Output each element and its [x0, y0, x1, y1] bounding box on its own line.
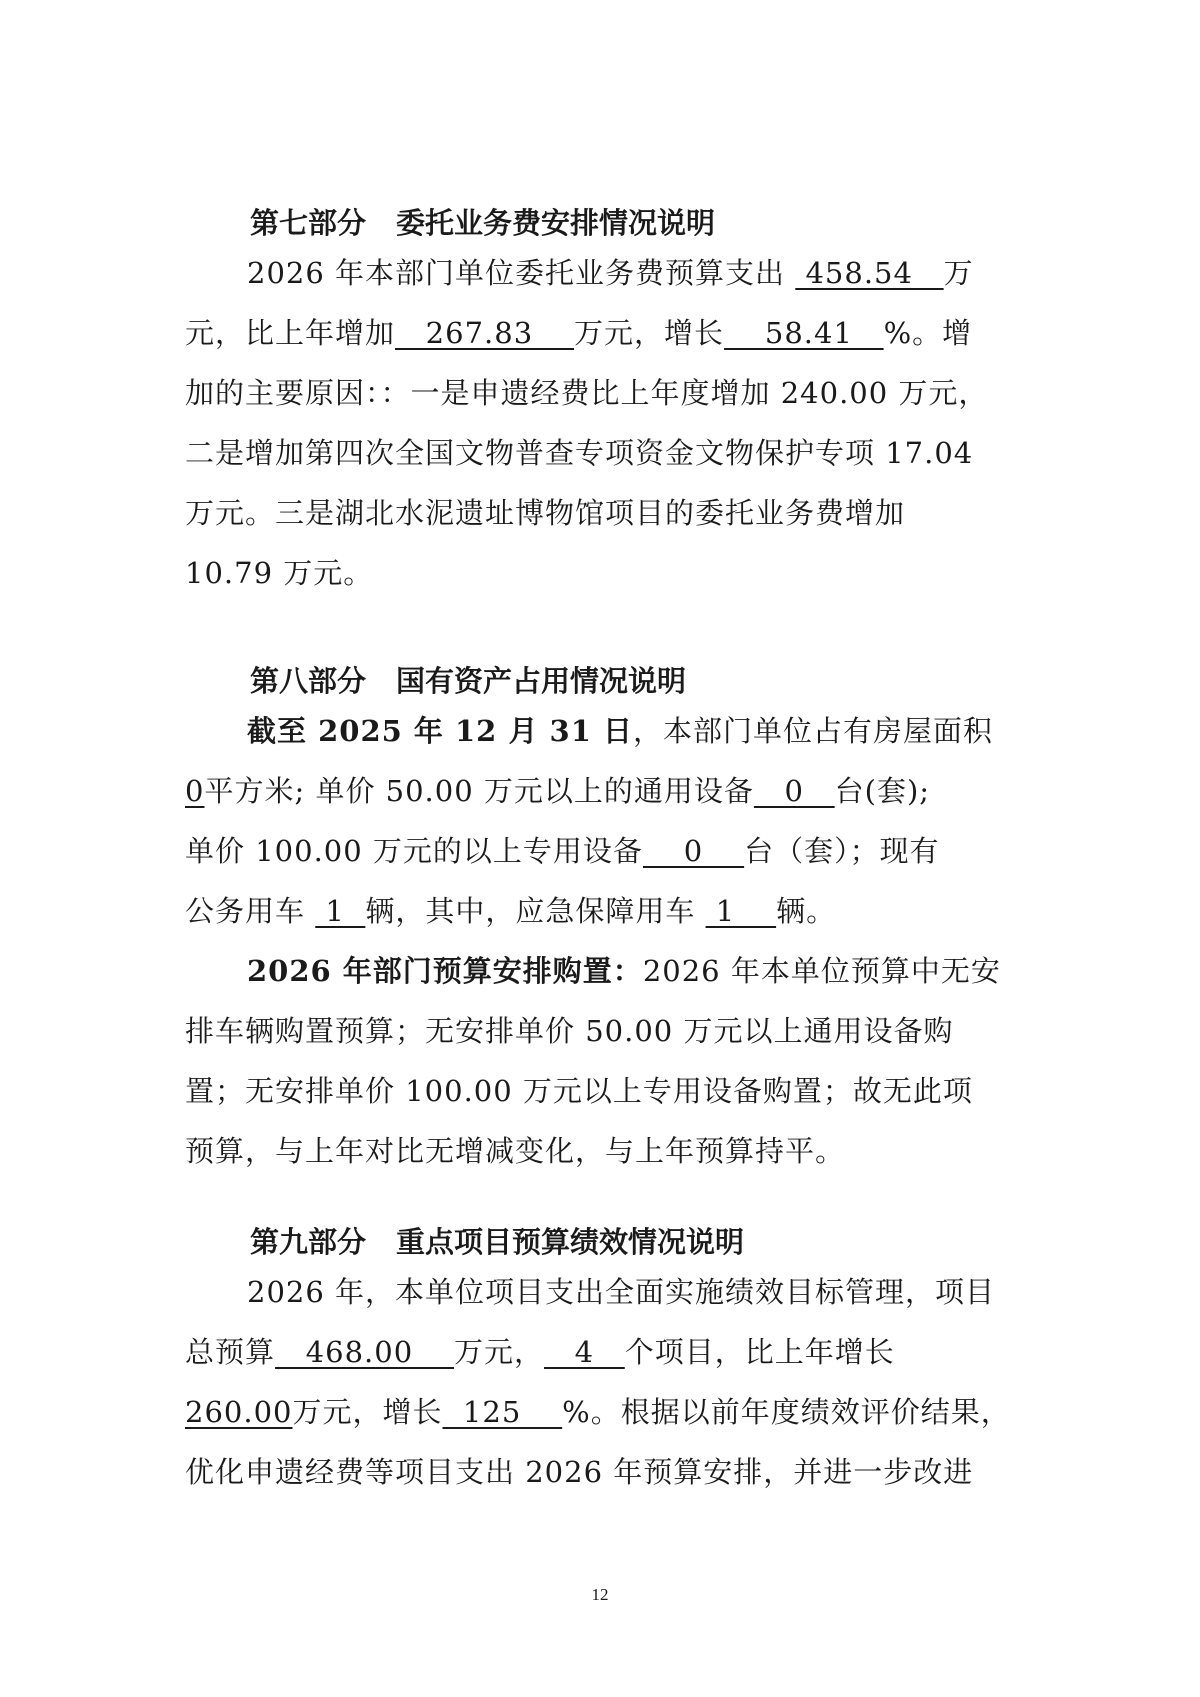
text-run: 台（套）；现有 [744, 834, 940, 868]
section9-paragraph [185, 1262, 1025, 1502]
emergency-car-count: 1 [705, 894, 777, 928]
section8-p2-line-2: 排车辆购置预算；无安排单价 50.00 万元以上通用设备购 [185, 1014, 954, 1048]
section7-paragraph [185, 243, 1025, 603]
section9-heading-number: 第九部分 [250, 1225, 367, 1259]
section8-p2-line-3: 置；无安排单价 100.00 万元以上专用设备购置；故无此项 [185, 1074, 973, 1108]
text-run: 元，比上年增加 [185, 316, 396, 350]
section9-heading-title: 重点项目预算绩效情况说明 [396, 1225, 745, 1259]
increase-percent-value: 58.41 [724, 316, 884, 350]
text-run: 2026 年本单位预算中无安 [642, 954, 1001, 988]
section9-line-1 [185, 1262, 1025, 1322]
section8-heading-number: 第八部分 [250, 664, 367, 698]
text-run: 2026 年，本单位项目支出全面实施绩效目标管理，项目 [247, 1275, 996, 1309]
section9-heading [250, 1222, 744, 1262]
section7-line-1 [185, 243, 1025, 303]
section7-line-3: 加的主要原因：：一是申遗经费比上年度增加 240.00 万元， [185, 376, 989, 410]
growth-amount-value: 260.00 [185, 1395, 293, 1429]
section7-line-5: 万元。三是湖北水泥遗址博物馆项目的委托业务费增加 [185, 496, 906, 530]
growth-percent-value: 125 [442, 1395, 563, 1429]
text-run: 台(套); [834, 774, 931, 808]
project-count-value: 4 [544, 1335, 625, 1369]
section8-line-1 [185, 701, 1025, 761]
section8-p2-line-4: 预算，与上年对比无增减变化，与上年预算持平。 [185, 1134, 846, 1168]
text-run: 辆。 [776, 894, 837, 928]
section8-line-4 [185, 881, 1025, 941]
section7-heading [250, 203, 715, 243]
text-run: %。根据以前年度绩效评价结果， [562, 1395, 1011, 1429]
text-run: 2026 年本部门单位委托业务费预算支出 [247, 256, 796, 290]
text-run: 平方米; 单价 50.00 万元以上的通用设备 [204, 774, 754, 808]
purchase-bold-label: 2026 年部门预算安排购置： [247, 954, 643, 988]
text-run: 单价 100.00 万元的以上专用设备 [185, 834, 643, 868]
text-run: 公务用车 [185, 894, 316, 928]
total-budget-value: 468.00 [275, 1335, 455, 1369]
section8-paragraph-1 [185, 701, 1025, 941]
increase-amount-value: 267.83 [395, 316, 575, 350]
section9-line-2 [185, 1322, 1025, 1382]
section9-line-4: 优化申遗经费等项目支出 2026 年预算安排，并进一步改进 [185, 1455, 974, 1489]
section7-line-2 [185, 303, 1025, 363]
section7-line-6: 10.79 万元。 [185, 556, 374, 590]
section7-line-4: 二是增加第四次全国文物普查专项资金文物保护专项 17.04 [185, 436, 974, 470]
text-run: 万元，增长 [292, 1395, 443, 1429]
text-run: %。增 [883, 316, 973, 350]
text-run: 万元， [454, 1335, 545, 1369]
text-run: 总预算 [185, 1335, 276, 1369]
section8-p2-line-1 [185, 941, 1025, 1001]
text-run: 辆，其中，应急保障用车 [365, 894, 706, 928]
text-run: ，本部门单位占有房屋面积 [633, 714, 994, 748]
page-number: 12 [591, 1585, 609, 1604]
text-run: 个项目，比上年增长 [624, 1335, 895, 1369]
section7-heading-title: 委托业务费安排情况说明 [396, 206, 716, 240]
section7-heading-number: 第七部分 [250, 206, 367, 240]
floor-area-value: 0 [185, 774, 205, 808]
general-equipment-count: 0 [753, 774, 835, 808]
official-car-count: 1 [315, 894, 366, 928]
text-run: 万元，增长 [574, 316, 725, 350]
date-bold-text: 截至 2025 年 12 月 31 日 [247, 714, 634, 748]
section8-heading [250, 661, 686, 701]
section8-heading-title: 国有资产占用情况说明 [396, 664, 687, 698]
text-run: 万 [943, 256, 974, 290]
section8-line-2 [185, 761, 1025, 821]
budget-amount-value: 458.54 [795, 256, 944, 290]
section9-line-3 [185, 1382, 1025, 1442]
section8-line-3 [185, 821, 1025, 881]
section8-paragraph-2 [185, 941, 1025, 1181]
special-equipment-count: 0 [642, 834, 745, 868]
